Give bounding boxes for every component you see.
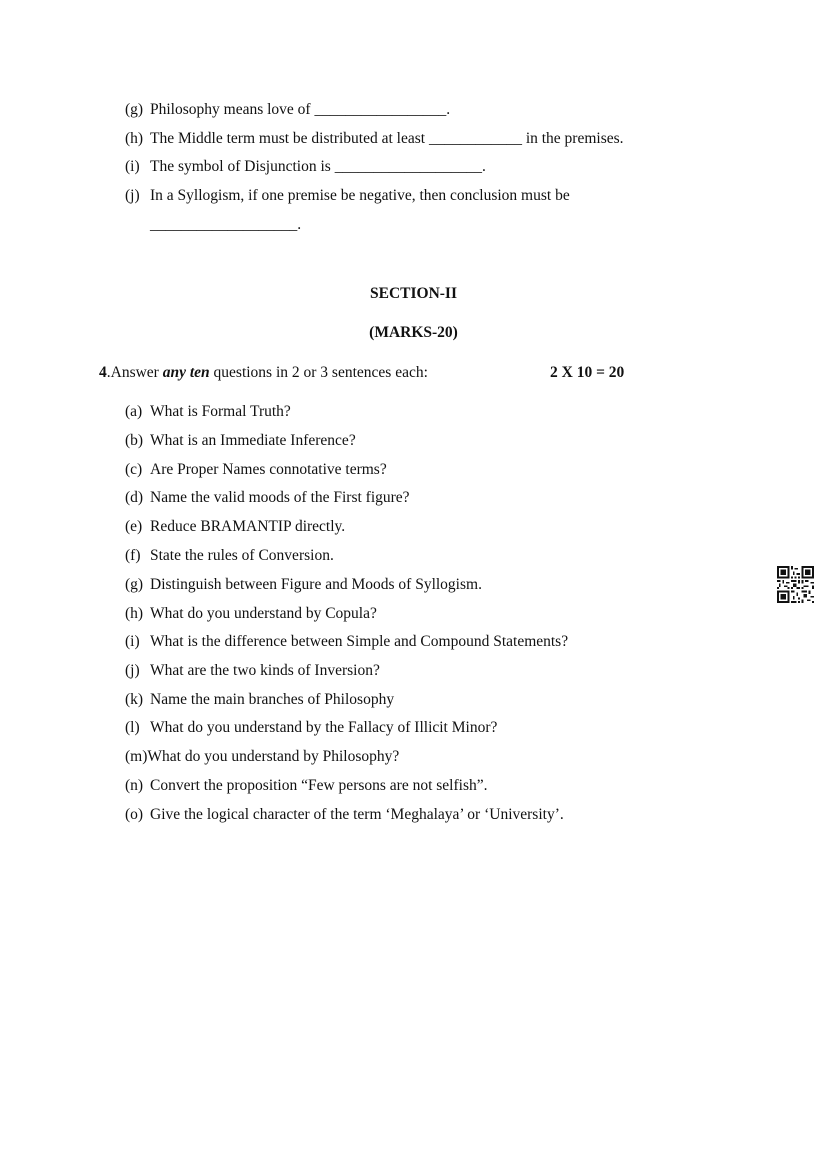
item-text: State the rules of Conversion. [150, 547, 334, 564]
item-label: (a) [125, 403, 143, 420]
question-emphasis: any ten [162, 364, 210, 381]
item-label: (h) [125, 130, 144, 147]
question-item [125, 632, 568, 652]
item-label: (n) [125, 777, 144, 794]
question-item [125, 402, 291, 422]
item-text: What do you understand by the Fallacy of Illicit Minor? [150, 719, 498, 736]
question-number: 4 [99, 364, 107, 381]
question-item [125, 488, 410, 508]
item-text: Are Proper Names connotative terms? [150, 461, 387, 478]
item-label: (m) [125, 748, 148, 765]
item-label: (g) [125, 101, 144, 118]
item-text: What do you understand by Copula? [150, 605, 377, 622]
fill-blank-item [125, 157, 486, 177]
item-text: What do you understand by Philosophy? [147, 748, 400, 765]
item-label: (j) [125, 662, 140, 679]
fill-blank-item [125, 186, 570, 206]
item-label: (c) [125, 461, 143, 478]
question-item [125, 546, 334, 566]
section-title: SECTION-II [370, 285, 457, 302]
item-text: Reduce BRAMANTIP directly. [150, 518, 346, 535]
question-item [125, 747, 399, 767]
fill-blank-item [125, 129, 624, 149]
question-stem [99, 363, 428, 383]
question-item [125, 517, 345, 537]
item-label: (d) [125, 489, 144, 506]
item-label: (l) [125, 719, 140, 736]
item-text: Give the logical character of the term ‘Meghalaya’ or ‘University’. [150, 806, 564, 823]
question-item [125, 460, 387, 480]
item-label: (f) [125, 547, 141, 564]
item-label: (i) [125, 633, 140, 650]
item-text: The Middle term must be distributed at least ____________ in the premises. [150, 130, 624, 147]
item-text: Distinguish between Figure and Moods of Syllogism. [150, 576, 482, 593]
item-text: What are the two kinds of Inversion? [150, 662, 380, 679]
item-label: (o) [125, 806, 144, 823]
question-prefix: .Answer [106, 364, 163, 381]
question-item [125, 805, 564, 825]
question-item [125, 690, 394, 710]
question-item [125, 431, 356, 451]
item-text: What is the difference between Simple and Compound Statements? [150, 633, 569, 650]
item-text: Philosophy means love of _________________. [150, 101, 451, 118]
item-text: What is an Immediate Inference? [150, 432, 356, 449]
qr-code-icon [777, 566, 814, 603]
item-label: (k) [125, 691, 144, 708]
question-item [125, 575, 482, 595]
item-text: Name the valid moods of the First figure? [150, 489, 410, 506]
item-label: (i) [125, 158, 140, 175]
item-label: (h) [125, 605, 144, 622]
item-label: (b) [125, 432, 144, 449]
item-label: (j) [125, 187, 140, 204]
question-item [125, 776, 488, 796]
question-item [125, 718, 497, 738]
item-text: The symbol of Disjunction is ___________________. [150, 158, 486, 175]
question-item [125, 604, 377, 624]
item-text: Convert the proposition “Few persons are not selfish”. [150, 777, 488, 794]
item-label: (g) [125, 576, 144, 593]
item-label: (e) [125, 518, 143, 535]
item-continuation: ___________________. [150, 216, 302, 233]
question-suffix: questions in 2 or 3 sentences each: [209, 364, 428, 381]
fill-blank-item [125, 100, 450, 120]
item-text: In a Syllogism, if one premise be negative, then conclusion must be [150, 187, 570, 204]
question-item [125, 661, 380, 681]
question-marks: 2 X 10 = 20 [550, 364, 625, 381]
item-text: What is Formal Truth? [150, 403, 291, 420]
item-text: Name the main branches of Philosophy [150, 691, 395, 708]
section-marks: (MARKS-20) [369, 324, 458, 341]
